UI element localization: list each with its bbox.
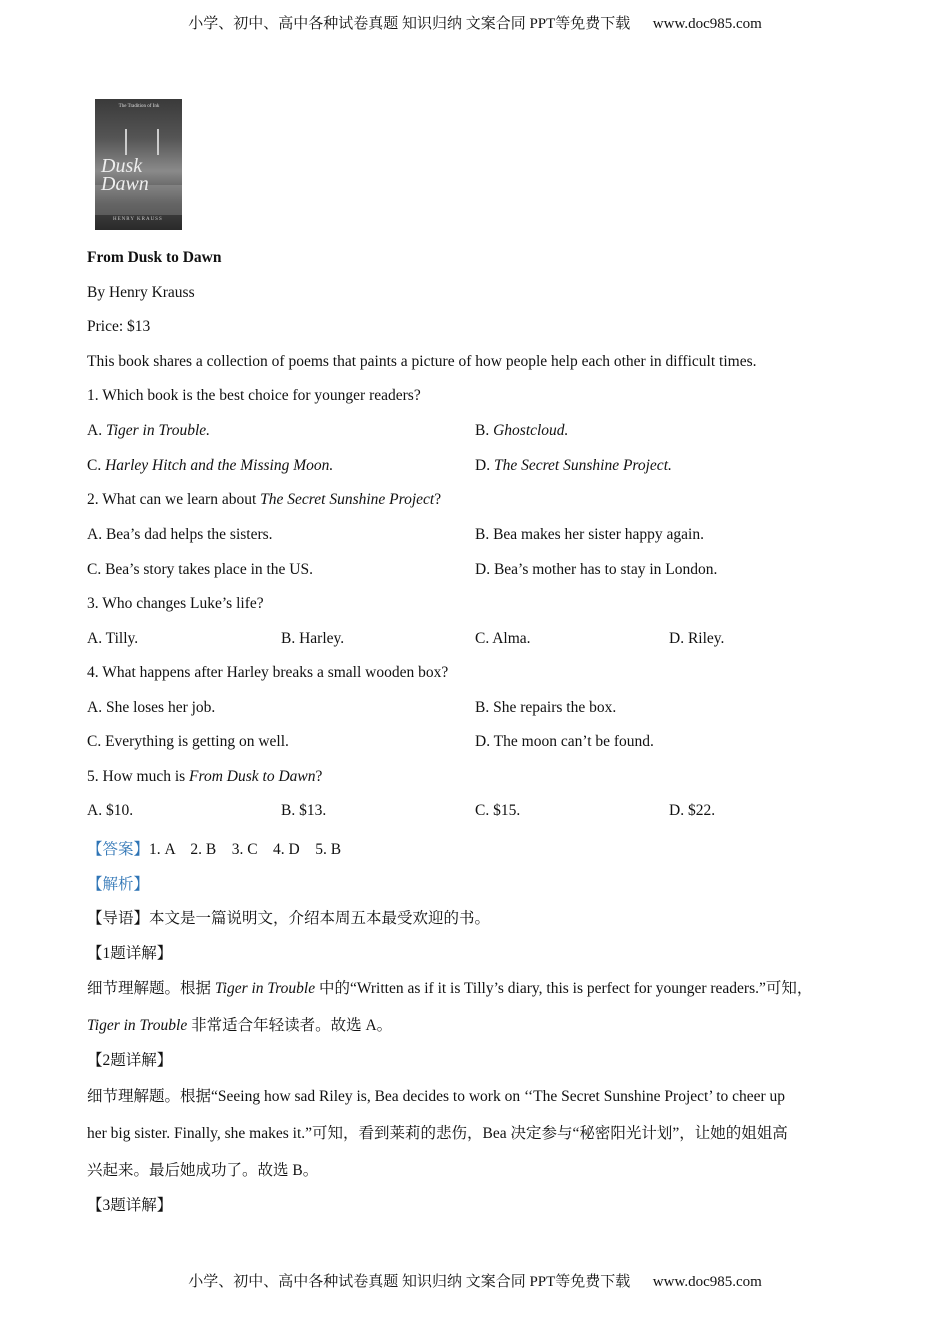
detail-book-title: Tiger in Trouble <box>214 980 316 997</box>
q1-option-d[interactable] <box>475 457 672 475</box>
q3-option-d[interactable]: D. Riley. <box>669 630 725 647</box>
header-banner-left: 小学、初中、高中各种试卷真题 知识归纳 文案合同 PPT等免费下载 <box>188 16 631 32</box>
option-text: Ghostcloud. <box>493 422 569 439</box>
book-price: Price: $13 <box>87 318 151 335</box>
header-banner <box>0 12 950 33</box>
q5-option-c[interactable]: C. $15. <box>475 802 521 819</box>
option-letter: B. <box>475 422 494 439</box>
q4-option-a[interactable]: A. She loses her job. <box>87 699 216 716</box>
stem-text: ? <box>315 768 323 785</box>
footer-banner <box>0 1270 950 1291</box>
analysis-label: 【解析】 <box>87 876 150 893</box>
stem-text: 2. What can we learn about <box>87 491 261 508</box>
q3-option-a[interactable]: A. Tilly. <box>87 630 139 647</box>
q5-option-b[interactable]: B. $13. <box>281 802 327 819</box>
detail-1-line-1 <box>87 976 812 998</box>
q4-option-b[interactable]: B. She repairs the box. <box>475 699 617 716</box>
cover-title: Dusk Dawn <box>101 155 149 195</box>
question-2-stem <box>87 491 441 509</box>
question-1-stem: 1. Which book is the best choice for younger readers? <box>87 387 421 404</box>
stem-text: 5. How much is <box>87 768 190 785</box>
footer-banner-left: 小学、初中、高中各种试卷真题 知识归纳 文案合同 PPT等免费下载 <box>188 1274 631 1290</box>
q5-option-d[interactable]: D. $22. <box>669 802 716 819</box>
detail-2-line-1: 细节理解题。根据“Seeing how sad Riley is, Bea decides to work on ‘‘The Secret Sunshine Project’ to cheer up <box>87 1088 786 1105</box>
detail-book-title: Tiger in Trouble <box>87 1017 188 1034</box>
q2-option-d[interactable]: D. Bea’s mother has to stay in London. <box>475 561 718 578</box>
q2-option-a[interactable]: A. Bea’s dad helps the sisters. <box>87 526 273 543</box>
option-letter: C. <box>87 457 106 474</box>
intro-text: 【导语】本文是一篇说明文，介绍本周五本最受欢迎的书。 <box>87 910 491 927</box>
stem-book-title: The Secret Sunshine Project <box>260 491 435 508</box>
q4-option-d[interactable]: D. The moon can’t be found. <box>475 733 654 750</box>
detail-1-heading: 【1题详解】 <box>87 945 173 962</box>
q1-option-a[interactable] <box>87 422 210 440</box>
cover-top-text: The Tradition of Ink <box>118 104 160 109</box>
option-letter: D. <box>475 457 494 474</box>
stem-book-title: From Dusk to Dawn <box>189 768 316 785</box>
detail-2-line-2: her big sister. Finally, she makes it.”可知，看到莱莉的悲伤，Bea 决定参与“秘密阳光计划”，让她的姐姐高 <box>87 1125 788 1142</box>
detail-1-line-2 <box>87 1013 392 1035</box>
answer-text: 1. A 2. B 3. C 4. D 5. B <box>149 841 342 858</box>
option-text: Harley Hitch and the Missing Moon. <box>105 457 334 474</box>
q2-option-c[interactable]: C. Bea’s story takes place in the US. <box>87 561 313 578</box>
option-text: The Secret Sunshine Project. <box>493 457 672 474</box>
detail-3-heading: 【3题详解】 <box>87 1197 173 1214</box>
answer-line <box>87 837 341 859</box>
q4-option-c[interactable]: C. Everything is getting on well. <box>87 733 289 750</box>
option-letter: A. <box>87 422 106 439</box>
detail-text: 非常适合年轻读者。故选 A。 <box>187 1017 393 1034</box>
question-3-stem: 3. Who changes Luke’s life? <box>87 595 264 612</box>
book-title: From Dusk to Dawn <box>87 249 222 266</box>
detail-2-line-3: 兴起来。最后她成功了。故选 B。 <box>87 1162 319 1179</box>
q3-option-c[interactable]: C. Alma. <box>475 630 531 647</box>
book-description: This book shares a collection of poems that paints a picture of how people help each other in difficult times. <box>87 353 757 370</box>
answer-label: 【答案】 <box>87 841 150 858</box>
q1-option-c[interactable] <box>87 457 333 475</box>
option-text: Tiger in Trouble. <box>105 422 211 439</box>
detail-text: 中的“Written as if it is Tilly’s diary, this is perfect for younger readers.”可知， <box>315 980 813 997</box>
question-4-stem: 4. What happens after Harley breaks a small wooden box? <box>87 664 449 681</box>
q5-option-a[interactable]: A. $10. <box>87 802 134 819</box>
cover-author: HENRY KRAUSS <box>113 217 163 222</box>
q2-option-b[interactable]: B. Bea makes her sister happy again. <box>475 526 704 543</box>
detail-text: 细节理解题。根据 <box>87 980 215 997</box>
footer-banner-url[interactable]: www.doc985.com <box>652 1274 762 1290</box>
question-5-stem <box>87 768 322 786</box>
header-banner-url[interactable]: www.doc985.com <box>652 16 762 32</box>
q3-option-b[interactable]: B. Harley. <box>281 630 345 647</box>
q1-option-b[interactable] <box>475 422 568 440</box>
stem-text: ? <box>434 491 442 508</box>
detail-2-heading: 【2题详解】 <box>87 1052 173 1069</box>
book-cover-image <box>95 99 182 230</box>
book-author: By Henry Krauss <box>87 284 195 301</box>
cover-ship-art <box>125 129 159 155</box>
